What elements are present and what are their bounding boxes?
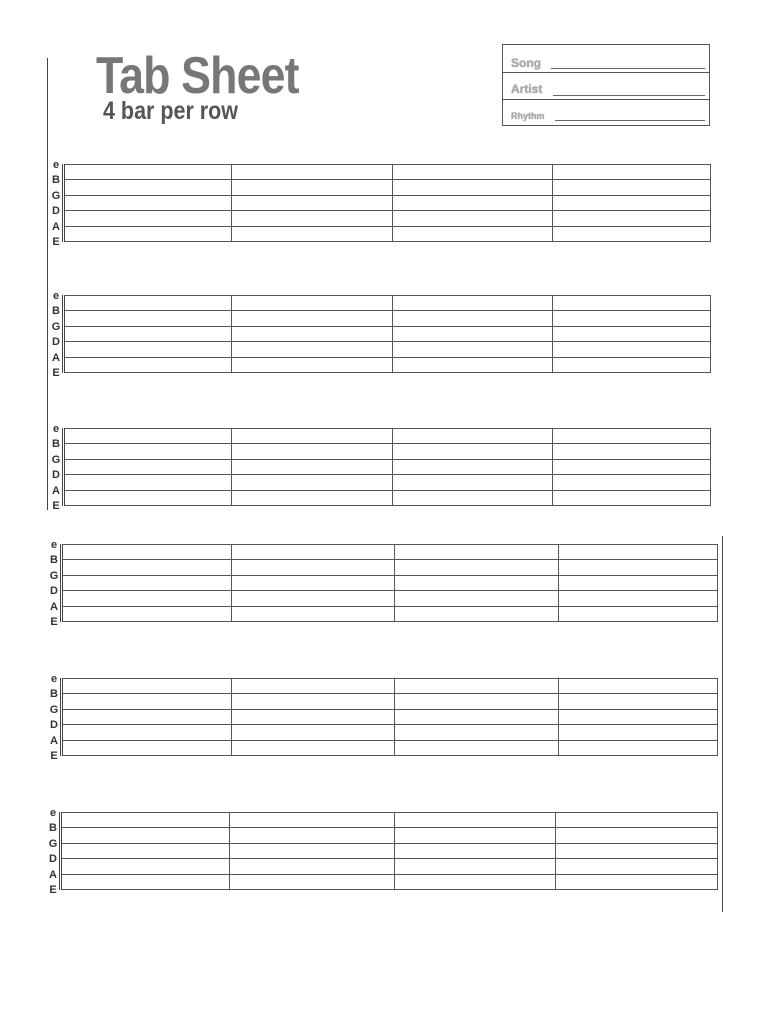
bar-line [394, 812, 395, 890]
string-line [63, 740, 718, 741]
string-label: G [51, 189, 61, 202]
string-label: B [52, 174, 60, 187]
bar-line [552, 164, 553, 242]
string-line [65, 474, 711, 475]
bar-line [555, 812, 556, 890]
bar-line [552, 295, 553, 373]
string-line [65, 226, 711, 227]
page-subtitle: 4 bar per row [103, 97, 239, 125]
bar-line [552, 428, 553, 506]
string-line [63, 709, 718, 710]
string-label: G [49, 569, 59, 582]
string-label: e [52, 290, 60, 302]
end-bar-line [710, 428, 711, 506]
string-line [63, 621, 718, 622]
string-line [63, 755, 718, 756]
string-label: E [49, 884, 57, 896]
song-label: Song [511, 56, 541, 70]
string-label: D [50, 585, 58, 598]
end-bar-line [710, 295, 711, 373]
staff-lines[interactable] [60, 678, 718, 756]
string-line [62, 858, 718, 859]
staff-lines[interactable] [62, 295, 711, 373]
string-label: A [52, 220, 60, 233]
bar-line [392, 295, 393, 373]
string-label: B [52, 305, 60, 318]
string-label: e [50, 539, 58, 551]
string-line [65, 357, 711, 358]
string-line [65, 326, 711, 327]
string-label: B [50, 554, 58, 567]
string-label: E [50, 616, 58, 628]
tab-staff [0, 290, 768, 386]
bar-line [231, 678, 232, 756]
artist-label: Artist [511, 82, 543, 96]
string-label: E [50, 750, 58, 762]
bar-line [231, 295, 232, 373]
string-label: B [50, 688, 58, 701]
string-line [65, 241, 711, 242]
string-label: e [52, 159, 60, 171]
string-label: e [49, 807, 57, 819]
string-label: A [50, 600, 58, 613]
string-line [63, 590, 718, 591]
string-line [63, 559, 718, 560]
song-field[interactable] [503, 45, 709, 72]
bar-line [558, 544, 559, 622]
string-line [65, 490, 711, 491]
string-label: A [52, 484, 60, 497]
string-line [63, 724, 718, 725]
page-title: Tab Sheet [96, 47, 299, 105]
string-line [65, 310, 711, 311]
string-label: e [52, 423, 60, 435]
string-line [65, 372, 711, 373]
bar-line [392, 428, 393, 506]
end-bar-line [717, 678, 718, 756]
string-label: D [52, 469, 60, 482]
end-bar-line [717, 812, 718, 890]
artist-field[interactable] [503, 72, 709, 100]
song-info-box [502, 44, 710, 126]
string-label: G [48, 837, 58, 850]
staff-lines[interactable] [62, 164, 711, 242]
string-line [65, 195, 711, 196]
string-line [65, 443, 711, 444]
rhythm-field[interactable] [503, 99, 709, 127]
rhythm-line [555, 120, 705, 121]
string-line [62, 812, 718, 813]
string-label: B [49, 822, 57, 835]
rhythm-label: Rhythm [511, 111, 545, 121]
bar-line [231, 164, 232, 242]
string-label: D [50, 719, 58, 732]
string-line [65, 295, 711, 296]
string-label: E [52, 236, 60, 248]
string-label: D [49, 853, 57, 866]
end-bar-line [710, 164, 711, 242]
string-line [65, 210, 711, 211]
tab-staff [0, 807, 768, 903]
string-label: e [50, 673, 58, 685]
string-label: G [49, 703, 59, 716]
string-line [62, 874, 718, 875]
staff-lines[interactable] [62, 428, 711, 506]
string-label: A [50, 734, 58, 747]
string-line [65, 459, 711, 460]
artist-line [553, 95, 705, 96]
song-line [551, 68, 705, 69]
tab-staff [0, 539, 768, 635]
string-label: D [52, 205, 60, 218]
string-label: B [52, 438, 60, 451]
string-line [65, 179, 711, 180]
tab-staff [0, 159, 768, 255]
string-label: E [52, 367, 60, 379]
string-line [65, 428, 711, 429]
bar-line [558, 678, 559, 756]
bar-line [394, 544, 395, 622]
staff-lines[interactable] [60, 544, 718, 622]
string-line [63, 606, 718, 607]
string-label: A [52, 351, 60, 364]
bar-line [231, 428, 232, 506]
string-line [63, 678, 718, 679]
staff-lines[interactable] [59, 812, 718, 890]
string-line [62, 827, 718, 828]
end-bar-line [717, 544, 718, 622]
bar-line [392, 164, 393, 242]
string-label: E [52, 500, 60, 512]
tab-staff [0, 423, 768, 519]
string-line [62, 843, 718, 844]
string-line [65, 505, 711, 506]
string-label: A [49, 868, 57, 881]
string-label: G [51, 453, 61, 466]
string-line [63, 575, 718, 576]
string-line [63, 693, 718, 694]
bar-line [394, 678, 395, 756]
string-label: D [52, 336, 60, 349]
string-line [63, 544, 718, 545]
string-label: G [51, 320, 61, 333]
string-line [62, 889, 718, 890]
bar-line [229, 812, 230, 890]
string-line [65, 341, 711, 342]
bar-line [231, 544, 232, 622]
string-line [65, 164, 711, 165]
tab-staff [0, 673, 768, 769]
